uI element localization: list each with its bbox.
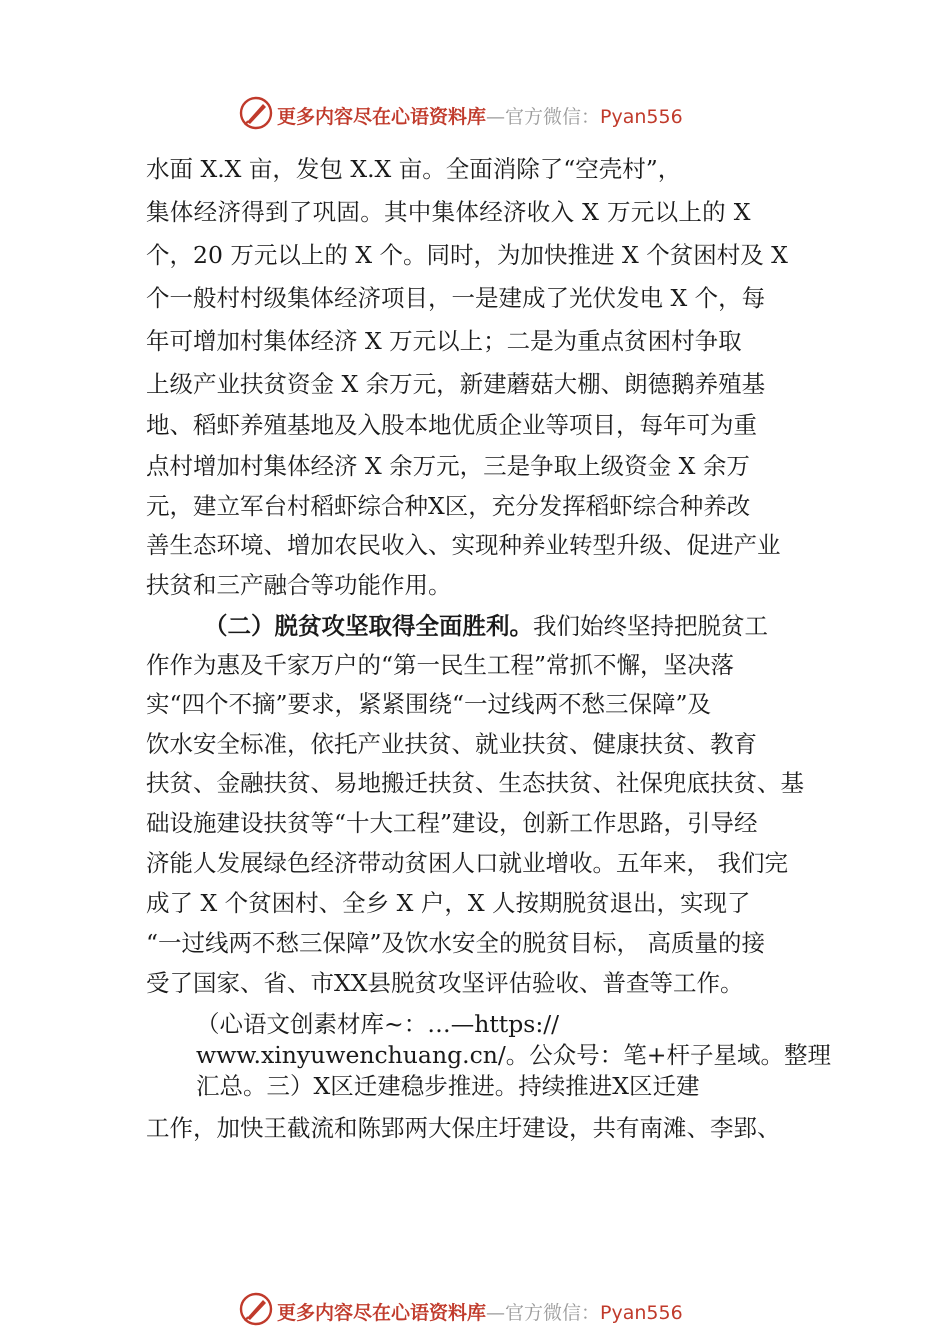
body-line: 汇总。三）X区迁建稳步推进。持续推进X区迁建 — [196, 1072, 700, 1100]
banner-separator: — — [486, 106, 506, 128]
body-line: 饮水安全标准，依托产业扶贫、就业扶贫、健康扶贫、教育 — [146, 730, 757, 758]
official-wechat-label: 官方微信： — [505, 106, 601, 128]
body-line: 善生态环境、增加农民收入、实现种养业转型升级、促进产业 — [146, 531, 781, 559]
body-line: 元，建立军台村稻虾综合种X区，充分发挥稻虾综合种养改 — [146, 492, 751, 520]
body-line: 成了 X 个贫困村、全乡 X 户，X 人按期脱贫退出，实现了 — [146, 889, 751, 917]
body-line: 上级产业扶贫资金 X 余万元，新建蘑菇大棚、朗德鹅养殖基 — [146, 370, 766, 398]
body-line: 受了国家、省、市XX县脱贫攻坚评估验收、普查等工作。 — [146, 969, 744, 997]
body-line: 扶贫和三产融合等功能作用。 — [146, 571, 452, 599]
watermark-line: （心语文创素材库~：…—https:// — [196, 1010, 560, 1038]
footer-banner — [0, 1290, 950, 1330]
body-line: 集体经济得到了巩固。其中集体经济收入 X 万元以上的 X — [146, 198, 751, 226]
body-line: 点村增加村集体经济 X 余万元，三是争取上级资金 X 余万 — [146, 452, 750, 480]
body-line: 济能人发展绿色经济带动贫困人口就业增收。五年来， 我们完 — [146, 849, 788, 877]
body-line: 工作，加快王截流和陈郢两大保庄圩建设，共有南滩、李郢、 — [146, 1114, 781, 1142]
body-line: “一过线两不愁三保障”及饮水安全的脱贫目标， 高质量的接 — [146, 929, 765, 957]
brand-text: 更多内容尽在心语资料库 — [277, 1302, 487, 1324]
body-line: 实“四个不摘”要求，紧紧围绕“一过线两不愁三保障”及 — [146, 690, 712, 718]
body-line: 扶贫、金融扶贫、易地搬迁扶贫、生态扶贫、社保兜底扶贫、基 — [146, 769, 804, 797]
quill-logo-icon — [239, 96, 273, 130]
wechat-account: Pyan556 — [600, 106, 683, 128]
body-line: 我们始终坚持把脱贫工 — [533, 612, 768, 640]
section-heading: （二）脱贫攻坚取得全面胜利。 — [204, 612, 533, 640]
wechat-account: Pyan556 — [600, 1302, 683, 1324]
body-line: 水面 X.X 亩，发包 X.X 亩。全面消除了“空壳村”， — [146, 155, 682, 183]
body-line: 年可增加村集体经济 X 万元以上；二是为重点贫困村争取 — [146, 327, 742, 355]
section-paragraph-line — [204, 611, 768, 641]
header-banner — [0, 94, 950, 134]
body-line: 个，20 万元以上的 X 个。同时，为加快推进 X 个贫困村及 X — [146, 241, 788, 269]
body-line: 地、稻虾养殖基地及入股本地优质企业等项目，每年可为重 — [146, 411, 757, 439]
body-line: 础设施建设扶贫等“十大工程”建设，创新工作思路，引导经 — [146, 809, 758, 837]
body-line: 作作为惠及千家万户的“第一民生工程”常抓不懈，坚决落 — [146, 651, 735, 679]
watermark-line: www.xinyuwenchuang.cn/。公众号：笔+杆子星域。整理 — [196, 1041, 831, 1069]
brand-text: 更多内容尽在心语资料库 — [277, 106, 487, 128]
banner-separator: — — [486, 1302, 506, 1324]
body-line: 个一般村村级集体经济项目，一是建成了光伏发电 X 个，每 — [146, 284, 766, 312]
official-wechat-label: 官方微信： — [505, 1302, 601, 1324]
quill-logo-icon — [239, 1292, 273, 1326]
